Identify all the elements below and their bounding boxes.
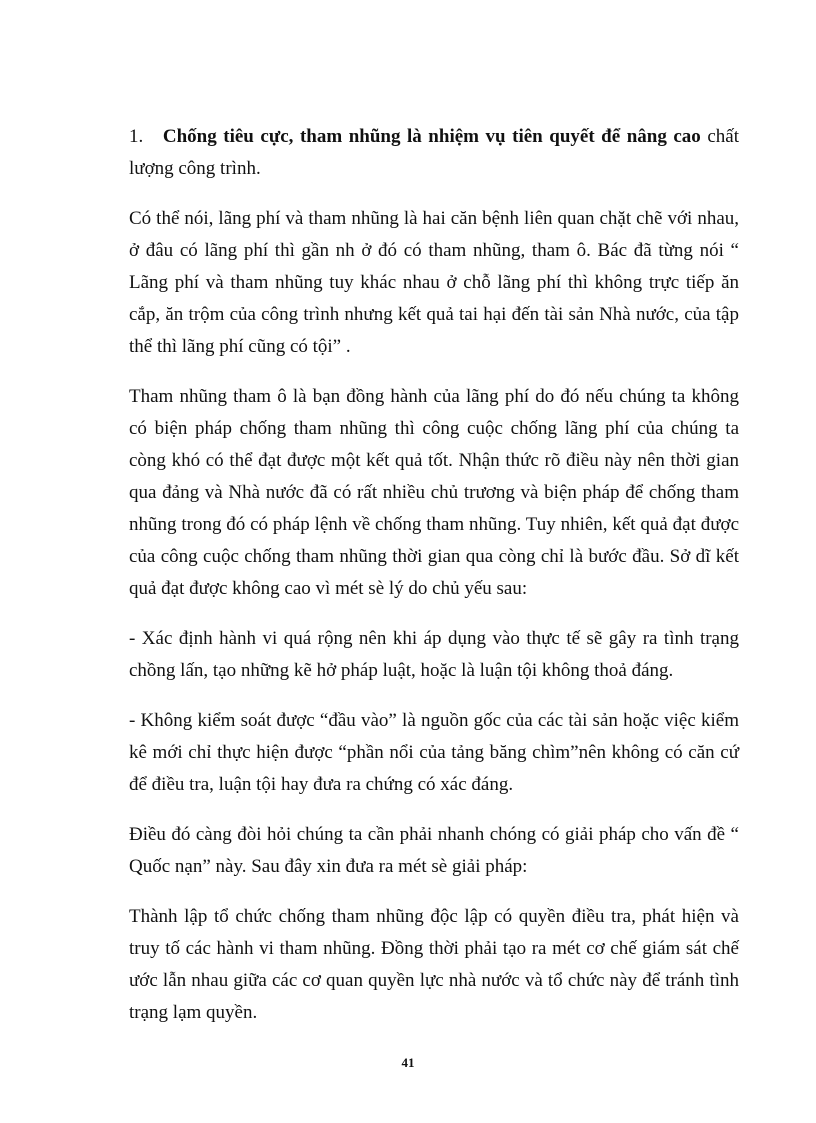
paragraph-2: Tham nhũng tham ô là bạn đồng hành của lãng phí do đó nếu chúng ta không có biện pháp chống tham nhũng thì công cuộc chống lãng phí của chúng ta còng khó có thể đạt được một kết quả tốt. Nhận thức rõ điều này nên thời gian qua đảng và Nhà nước đã có rất nhiều chủ trương và biện pháp để chống tham nhũng trong đó có pháp lệnh về chống tham nhũng. Tuy nhiên, kết quả đạt được của công cuộc chống tham nhũng thời gian qua còng chỉ là bước đầu. Sở dĩ kết quả đạt được không cao vì mét sè lý do chủ yếu sau:	[129, 386, 739, 599]
section-number: 1.	[129, 126, 144, 147]
paragraph-3: - Xác định hành vi quá rộng nên khi áp dụng vào thực tế sẽ gây ra tình trạng chồng lấn, tạo những kẽ hở pháp luật, hoặc là luận tội không thoả đáng.	[129, 628, 739, 681]
document-body	[129, 121, 739, 1047]
paragraph-4: - Không kiểm soát được “đầu vào” là nguồn gốc của các tài sản hoặc việc kiểm kê mới chỉ thực hiện được “phần nổi của tảng băng chìm”nên không có căn cứ để điều tra, luận tội hay đưa ra chứng có xác đáng.	[129, 710, 739, 795]
section-title-normal: chất lượng công trình.	[129, 126, 740, 179]
paragraph-5: Điều đó càng đòi hỏi chúng ta cần phải nhanh chóng có giải pháp cho vấn đề “ Quốc nạn” này. Sau đây xin đưa ra mét sè giải pháp:	[129, 824, 739, 877]
paragraph-6: Thành lập tổ chức chống tham nhũng độc lập có quyền điều tra, phát hiện và truy tố các hành vi tham nhũng. Đồng thời phải tạo ra mét cơ chế giám sát chế ước lẫn nhau giữa các cơ quan quyền lực nhà nước và tổ chức này để tránh tình trạng lạm quyền.	[129, 906, 739, 1023]
paragraph-1: Có thể nói, lãng phí và tham nhũng là hai căn bệnh liên quan chặt chẽ với nhau, ở đâu có lãng phí thì gần nh ở đó có tham nhũng, tham ô. Bác đã từng nói “ Lãng phí và tham nhũng tuy khác nhau ở chỗ lãng phí thì không trực tiếp ăn cắp, ăn trộm của công trình nhưng kết quả tai hại đến tài sản Nhà nước, của tập thể thì lãng phí cũng có tội” .	[129, 208, 739, 357]
page-number: 41	[401, 1055, 415, 1070]
section-heading	[129, 121, 739, 185]
section-title-bold: Chống tiêu cực, tham nhũng là nhiệm vụ tiên quyết để nâng cao	[162, 126, 701, 147]
